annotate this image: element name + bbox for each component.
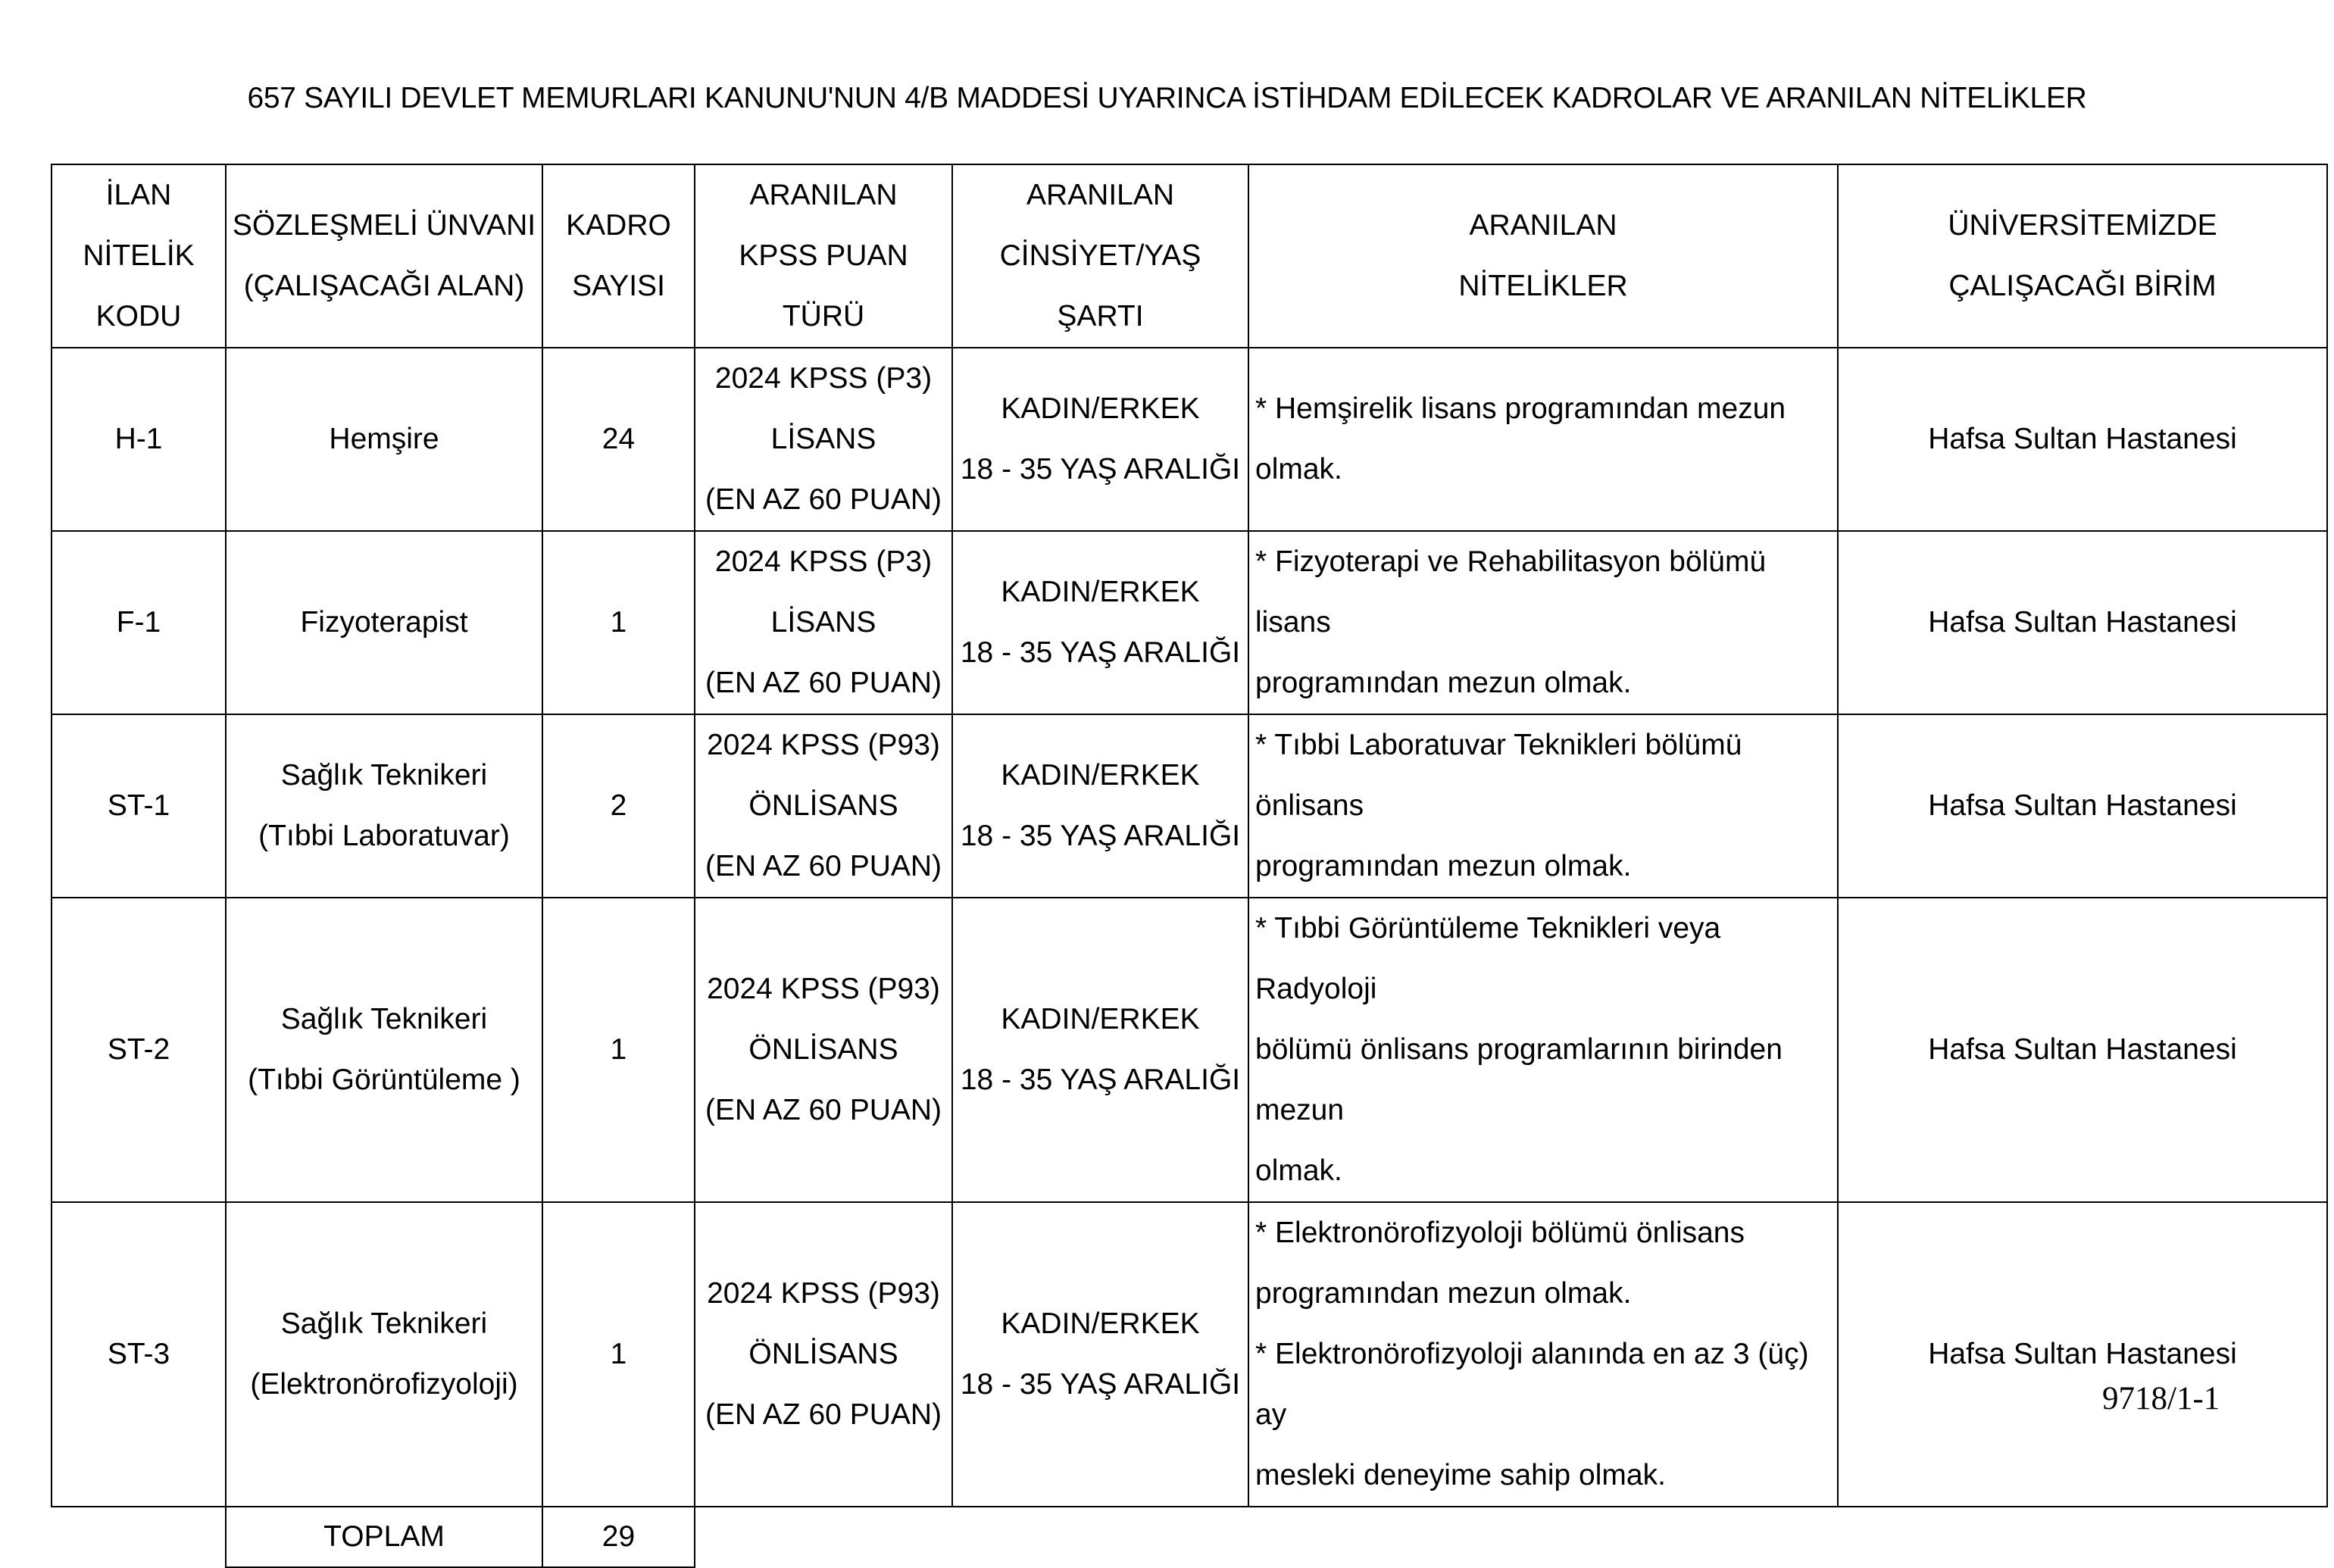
cell-kpss: 2024 KPSS (P93) ÖNLİSANS (EN AZ 60 PUAN): [695, 898, 952, 1202]
cell-qualifications: * Tıbbi Görüntüleme Teknikleri veya Radyoloji bölümü önlisans programlarının birinden mezun olmak.: [1248, 898, 1838, 1202]
cell-count: 1: [542, 898, 695, 1202]
cell-unit: Hafsa Sultan Hastanesi: [1838, 531, 2327, 714]
cell-gender-age: KADIN/ERKEK 18 - 35 YAŞ ARALIĞI: [952, 348, 1248, 531]
table-row: [52, 348, 2327, 531]
cell-qualifications: * Hemşirelik lisans programından mezun olmak.: [1248, 348, 1838, 531]
cell-code: F-1: [52, 531, 226, 714]
cell-unit: Hafsa Sultan Hastanesi: [1838, 714, 2327, 898]
header-code: İLAN NİTELİK KODU: [52, 164, 226, 348]
cell-gender-age: KADIN/ERKEK 18 - 35 YAŞ ARALIĞI: [952, 531, 1248, 714]
empty-cell: [952, 1507, 1248, 1567]
empty-cell: [1838, 1507, 2327, 1567]
cell-qualifications: * Fizyoterapi ve Rehabilitasyon bölümü lisans programından mezun olmak.: [1248, 531, 1838, 714]
table-row: [52, 714, 2327, 898]
cell-gender-age: KADIN/ERKEK 18 - 35 YAŞ ARALIĞI: [952, 1202, 1248, 1507]
cell-kpss: 2024 KPSS (P3) LİSANS (EN AZ 60 PUAN): [695, 348, 952, 531]
cell-count: 1: [542, 1202, 695, 1507]
cell-count: 1: [542, 531, 695, 714]
cell-kpss: 2024 KPSS (P93) ÖNLİSANS (EN AZ 60 PUAN): [695, 1202, 952, 1507]
cell-title: Fizyoterapist: [226, 531, 542, 714]
table-row: [52, 531, 2327, 714]
cell-gender-age: KADIN/ERKEK 18 - 35 YAŞ ARALIĞI: [952, 898, 1248, 1202]
positions-table: [51, 164, 2328, 1568]
header-gender-age: ARANILAN CİNSİYET/YAŞ ŞARTI: [952, 164, 1248, 348]
document-title: 657 SAYILI DEVLET MEMURLARI KANUNU'NUN 4/B MADDESİ UYARINCA İSTİHDAM EDİLECEK KADROLAR VE ARANILAN NİTELİKLER: [247, 82, 2087, 114]
total-label: TOPLAM: [226, 1507, 542, 1567]
table-row: [52, 1202, 2327, 1507]
empty-cell: [695, 1507, 952, 1567]
table-row: [52, 898, 2327, 1202]
cell-unit: Hafsa Sultan Hastanesi: [1838, 898, 2327, 1202]
cell-unit: Hafsa Sultan Hastanesi: [1838, 348, 2327, 531]
header-kpss: ARANILAN KPSS PUAN TÜRÜ: [695, 164, 952, 348]
header-qualifications: ARANILAN NİTELİKLER: [1248, 164, 1838, 348]
cell-title: Sağlık Teknikeri (Tıbbi Görüntüleme ): [226, 898, 542, 1202]
cell-code: ST-3: [52, 1202, 226, 1507]
cell-title: Sağlık Teknikeri (Tıbbi Laboratuvar): [226, 714, 542, 898]
header-row: [52, 164, 2327, 348]
cell-count: 2: [542, 714, 695, 898]
cell-unit: Hafsa Sultan Hastanesi: [1838, 1202, 2327, 1507]
cell-title: Hemşire: [226, 348, 542, 531]
cell-title: Sağlık Teknikeri (Elektronörofizyoloji): [226, 1202, 542, 1507]
empty-cell: [52, 1507, 226, 1567]
cell-code: ST-2: [52, 898, 226, 1202]
header-count: KADRO SAYISI: [542, 164, 695, 348]
total-value: 29: [542, 1507, 695, 1567]
empty-cell: [1248, 1507, 1838, 1567]
cell-gender-age: KADIN/ERKEK 18 - 35 YAŞ ARALIĞI: [952, 714, 1248, 898]
cell-count: 24: [542, 348, 695, 531]
cell-code: ST-1: [52, 714, 226, 898]
header-unit: ÜNİVERSİTEMİZDE ÇALIŞACAĞI BİRİM: [1838, 164, 2327, 348]
total-row: [52, 1507, 2327, 1567]
cell-kpss: 2024 KPSS (P93) ÖNLİSANS (EN AZ 60 PUAN): [695, 714, 952, 898]
cell-qualifications: * Tıbbi Laboratuvar Teknikleri bölümü önlisans programından mezun olmak.: [1248, 714, 1838, 898]
cell-code: H-1: [52, 348, 226, 531]
document-number: 9718/1-1: [2102, 1381, 2220, 1417]
cell-kpss: 2024 KPSS (P3) LİSANS (EN AZ 60 PUAN): [695, 531, 952, 714]
cell-qualifications: * Elektronörofizyoloji bölümü önlisans programından mezun olmak. * Elektronörofizyoloji alanında en az 3 (üç) ay mesleki deneyime sahip olmak.: [1248, 1202, 1838, 1507]
header-title: SÖZLEŞMELİ ÜNVANI (ÇALIŞACAĞI ALAN): [226, 164, 542, 348]
